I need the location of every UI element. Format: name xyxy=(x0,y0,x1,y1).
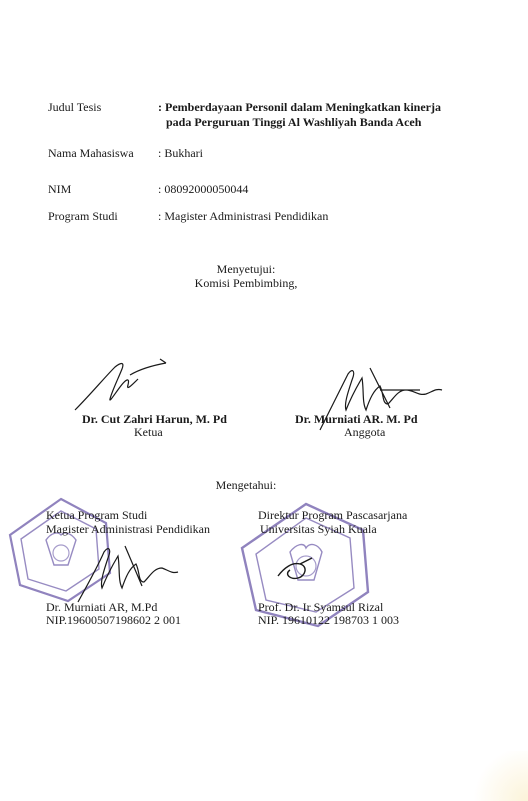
student-name-value: : Bukhari xyxy=(158,146,203,160)
acknowledgement-heading: Mengetahui: xyxy=(215,478,277,492)
thesis-title-value-line1: : Pemberdayaan Personil dalam Meningkatkan kinerja xyxy=(158,100,442,114)
supervisor1-name: Dr. Cut Zahri Harun, M. Pd xyxy=(82,412,227,426)
program-value: : Magister Administrasi Pendidikan xyxy=(158,209,329,223)
supervisor1-role: Ketua xyxy=(134,425,163,439)
page-stain xyxy=(468,751,528,801)
signature-director xyxy=(270,548,320,588)
left-signer-name: Dr. Murniati AR, M.Pd xyxy=(46,600,158,614)
student-name-label: Nama Mahasiswa xyxy=(48,146,134,160)
thesis-title-value-line2: pada Perguruan Tinggi Al Washliyah Banda Aceh xyxy=(166,115,422,129)
right-signer-nip: NIP. 19610122 198703 1 003 xyxy=(258,613,400,627)
right-signer-name: Prof. Dr. Ir Syamsul Rizal xyxy=(258,600,384,614)
nim-value: : 08092000050044 xyxy=(158,182,249,196)
program-label: Program Studi xyxy=(48,209,118,223)
right-title-line2: Universitas Syiah Kuala xyxy=(260,522,377,536)
approval-heading: Menyetujui: xyxy=(216,262,276,276)
supervisor2-name: Dr. Murniati AR. M. Pd xyxy=(295,412,418,426)
right-title-line1: Direktur Program Pascasarjana xyxy=(258,508,408,522)
left-title-line2: Magister Administrasi Pendidikan xyxy=(46,522,210,536)
supervisor2-role: Anggota xyxy=(344,425,386,439)
nim-label: NIM xyxy=(48,182,72,196)
thesis-title-label: Judul Tesis xyxy=(48,100,102,114)
left-signer-nip: NIP.19600507198602 2 001 xyxy=(46,613,182,627)
left-title-line1: Ketua Program Studi xyxy=(46,508,148,522)
signature-supervisor1 xyxy=(70,355,180,415)
approval-subheading: Komisi Pembimbing, xyxy=(194,276,298,290)
